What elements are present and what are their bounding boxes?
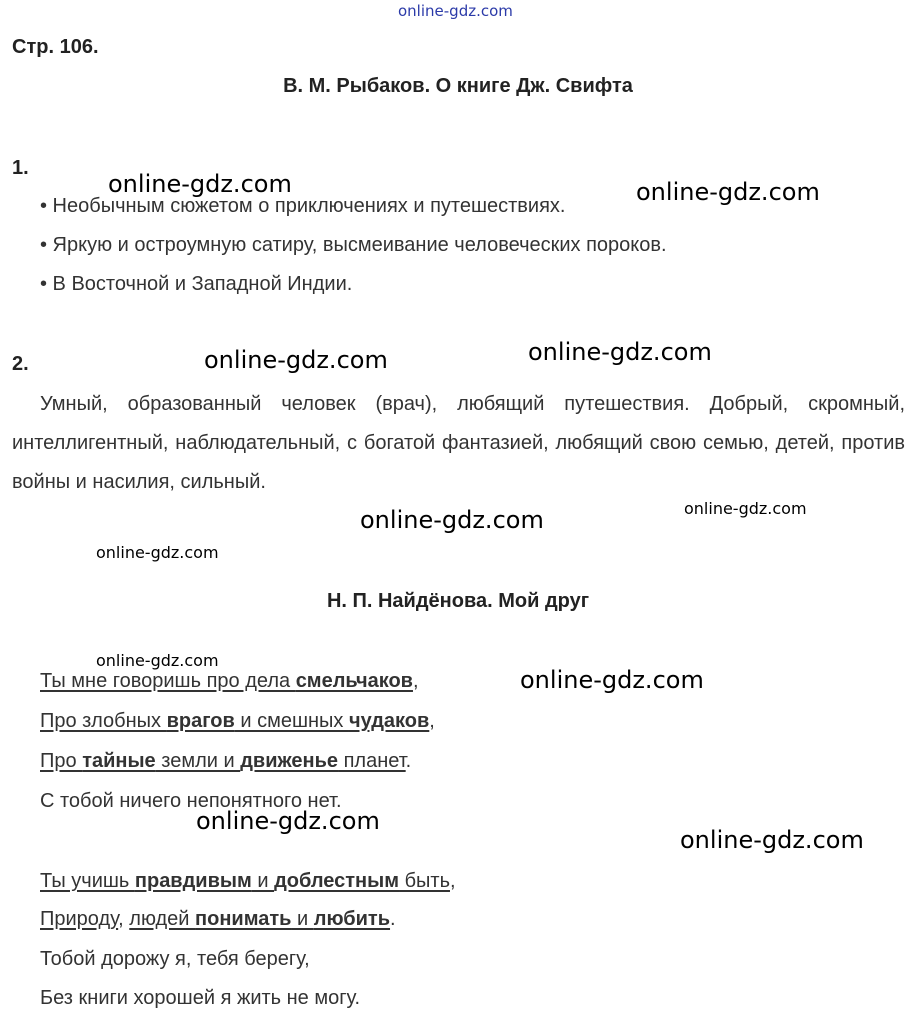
poem-bold-word: врагов <box>166 710 235 732</box>
poem-bold-word: смельчаков <box>295 670 413 692</box>
answer-item-2: • Яркую и остроумную сатиру, высмеивание человеческих пороков. <box>40 234 667 256</box>
poem-line-3 <box>40 750 411 773</box>
poem-punct: , <box>449 870 456 892</box>
watermark-text: online-gdz.com <box>108 170 292 198</box>
question-1-number: 1. <box>12 157 29 179</box>
poem-line-7: Тобой дорожу я, тебя берегу, <box>40 948 310 970</box>
watermark-text: online-gdz.com <box>520 666 704 694</box>
poem-line-6 <box>40 908 396 931</box>
poem-fragment: и <box>251 870 275 892</box>
poem-line-4: С тобой ничего непонятного нет. <box>40 790 342 812</box>
poem-fragment: Ты учишь <box>40 870 135 892</box>
poem-fragment: и <box>291 908 314 930</box>
poem-fragment: быть <box>399 870 450 892</box>
poem-fragment: земли и <box>155 750 241 772</box>
poem-bold-word: понимать <box>195 908 292 930</box>
watermark-text: online-gdz.com <box>684 499 807 518</box>
poem-punct: , <box>118 908 130 930</box>
watermark-text: online-gdz.com <box>204 346 388 374</box>
poem-fragment: Про злобных <box>40 710 167 732</box>
question-2-number: 2. <box>12 353 29 375</box>
watermark-text: online-gdz.com <box>636 178 820 206</box>
section-title-rybakov: В. М. Рыбаков. О книге Дж. Свифта <box>283 75 633 97</box>
poem-fragment: Ты мне говоришь про дела <box>40 670 296 692</box>
watermark-text: online-gdz.com <box>680 826 864 854</box>
page-reference: Стр. 106. <box>12 36 99 58</box>
poem-bold-word: любить <box>313 908 391 930</box>
poem-fragment: Про <box>40 750 83 772</box>
question-2-answer-text: Умный, образованный человек (врач), любящий путешествия. Добрый, скромный, интеллигентный, наблюдательный, с богатой фантазией, любящий свою семью, детей, против войны и насилия, сильный. <box>12 393 905 493</box>
poem-bold-word: движенье <box>240 750 339 772</box>
poem-line-8: Без книги хорошей я жить не могу. <box>40 987 361 1009</box>
watermark-text: online-gdz.com <box>196 807 380 835</box>
watermark-text: online-gdz.com <box>360 506 544 534</box>
poem-fragment: Природу <box>40 908 119 930</box>
poem-bold-word: тайные <box>82 750 156 772</box>
poem-bold-word: чудаков <box>348 710 430 732</box>
poem-bold-word: правдивым <box>134 870 252 892</box>
poem-fragment: людей <box>129 908 196 930</box>
section-title-naydenova: Н. П. Найдёнова. Мой друг <box>326 590 590 612</box>
question-2-answer <box>12 385 905 502</box>
answer-item-3: • В Восточной и Западной Индии. <box>40 273 353 295</box>
watermark-text: online-gdz.com <box>96 651 219 670</box>
poem-fragment: планет <box>338 750 406 772</box>
poem-punct: . <box>405 750 412 772</box>
poem-line-5 <box>40 870 456 893</box>
poem-bold-word: доблестным <box>274 870 400 892</box>
poem-punct: , <box>412 670 419 692</box>
watermark-text: online-gdz.com <box>96 543 219 562</box>
top-watermark: online-gdz.com <box>398 2 513 20</box>
poem-punct: , <box>429 710 435 732</box>
poem-line-1 <box>40 670 419 693</box>
watermark-text: online-gdz.com <box>528 338 712 366</box>
answer-item-1: • Необычным сюжетом о приключениях и путешествиях. <box>40 195 566 217</box>
poem-line-2 <box>40 710 435 733</box>
poem-fragment: и смешных <box>234 710 349 732</box>
poem-punct: . <box>390 908 396 930</box>
